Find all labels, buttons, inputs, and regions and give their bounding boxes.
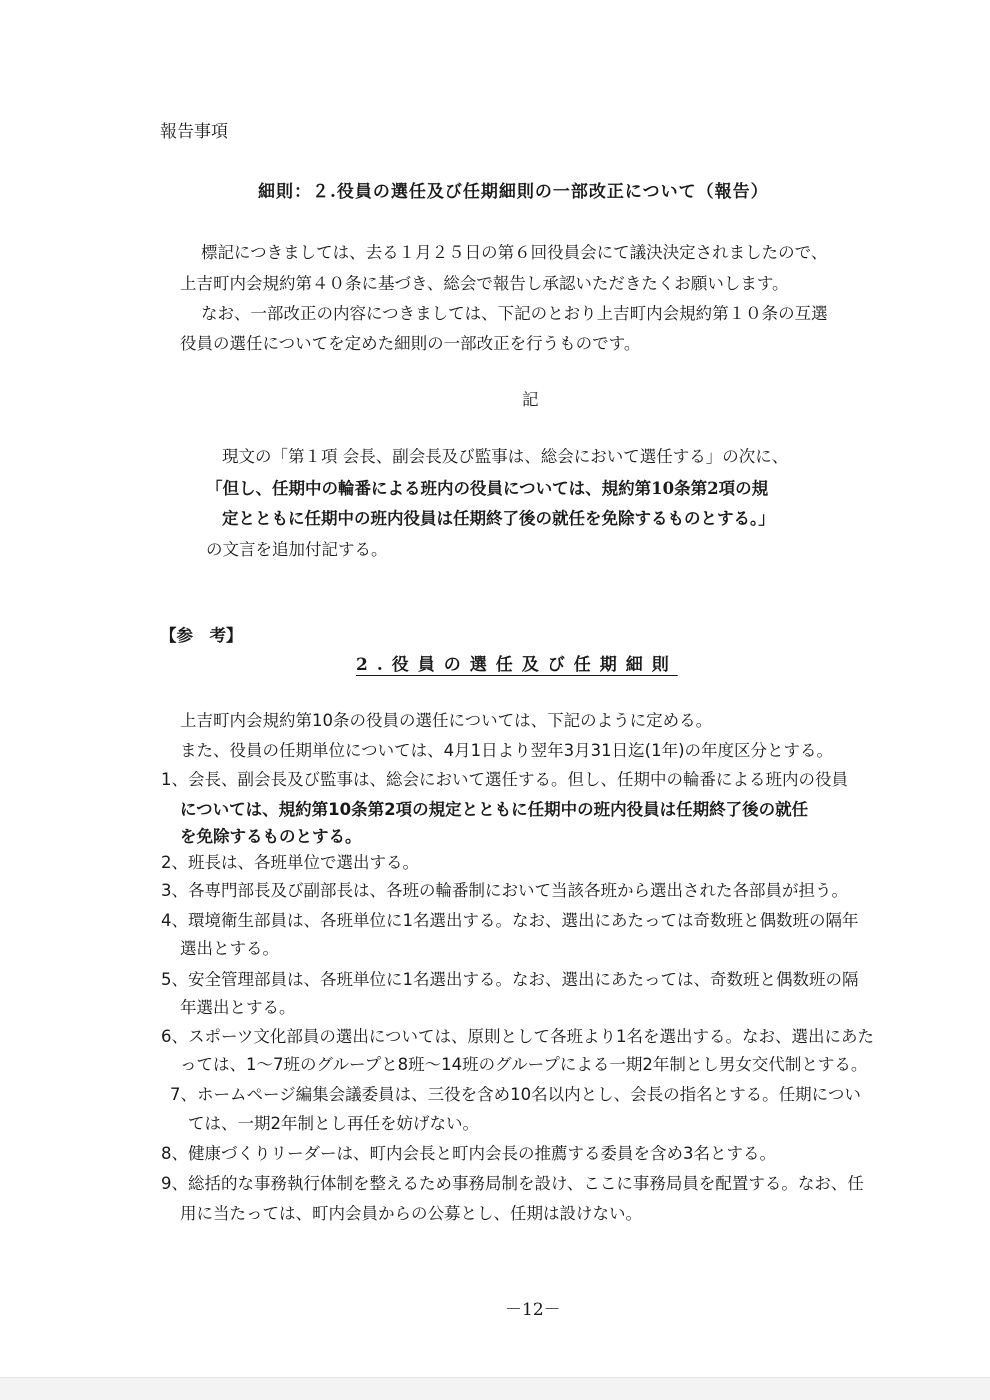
intro-line: 標記につきましては、去る１月２５日の第６回役員会にて議決決定されましたので、 [201,243,828,262]
list-item-5-cont: 年選出とする。 [180,998,296,1017]
list-item-8: 8、健康づくりリーダーは、町内会長と町内会長の推薦する委員を含め3名とする。 [161,1144,776,1163]
list-item-3: 3、各専門部長及び副部長は、各班の輪番制において当該各班から選出された各部員が担う。 [161,881,848,900]
reference-intro: 上吉町内会規約第10条の役員の選任については、下記のように定める。 [180,711,713,730]
amendment-line: 定とともに任期中の班内役員は任期終了後の就任を免除するものとする。」 [222,509,775,528]
reference-intro: また、役員の任期単位については、4月1日より翌年3月31日迄(1年)の年度区分とする。 [180,741,834,760]
list-item-1-cont: については、規約第10条第2項の規定とともに任期中の班内役員は任期終了後の就任 [180,800,809,819]
intro-line: 役員の選任についてを定めた細則の一部改正を行うものです。 [180,334,641,353]
page-number: －12－ [505,1300,561,1320]
amendment-line: 「但し、任期中の輪番による班内の役員については、規約第10条第2項の規 [206,479,769,498]
list-item-7-cont: ては、一期2年制とし再任を妨げない。 [188,1114,479,1133]
document-title: 細則：２.役員の選任及び任期細則の一部改正について（報告） [258,182,769,202]
list-item-9: 9、総括的な事務執行体制を整えるため事務局制を設け、ここに事務局員を配置する。なお、任 [161,1174,864,1193]
list-item-6-cont: っては、1～7班のグループと8班～14班のグループによる一期2年制とし男女交代制とする。 [180,1055,868,1074]
list-item-4: 4、環境衛生部員は、各班単位に1名選出する。なお、選出にあたっては奇数班と偶数班の隔年 [161,911,859,930]
list-item-4-cont: 選出とする。 [180,939,279,958]
list-item-1-cont: を免除するものとする。 [180,827,362,846]
amendment-line: 現文の「第１項 会長、副会長及び監事は、総会において選任する」の次に、 [222,447,789,466]
list-item-5: 5、安全管理部員は、各班単位に1名選出する。なお、選出にあたっては、奇数班と偶数班の隔 [161,970,859,989]
amendment-line: の文言を追加付記する。 [206,540,388,559]
list-item-6: 6、スポーツ文化部員の選出については、原則として各班より1名を選出する。なお、選出にあた [161,1027,875,1046]
intro-line: なお、一部改正の内容につきましては、下記のとおり上吉町内会規約第１０条の互選 [201,304,828,323]
list-item-2: 2、班長は、各班単位で選出する。 [161,853,419,872]
reference-label: 【参 考】 [160,626,243,645]
reference-subtitle: 2.役員の選任及び任期細則 [356,655,678,675]
section-label: 報告事項 [160,122,228,142]
list-item-7: 7、ホームページ編集会議委員は、三役を含め10名以内とし、会長の指名とする。任期につい [170,1085,861,1104]
list-item-9-cont: 用に当たっては、町内会員からの公募とし、任期は設けない。 [180,1204,642,1223]
scan-bottom-edge [0,1377,990,1400]
ki-marker: 記 [522,390,539,409]
intro-line: 上吉町内会規約第４０条に基づき、総会で報告し承認いただきたくお願いします。 [180,274,789,293]
list-item-1: 1、会長、副会長及び監事は、総会において選任する。但し、任期中の輪番による班内の役員 [161,770,848,789]
